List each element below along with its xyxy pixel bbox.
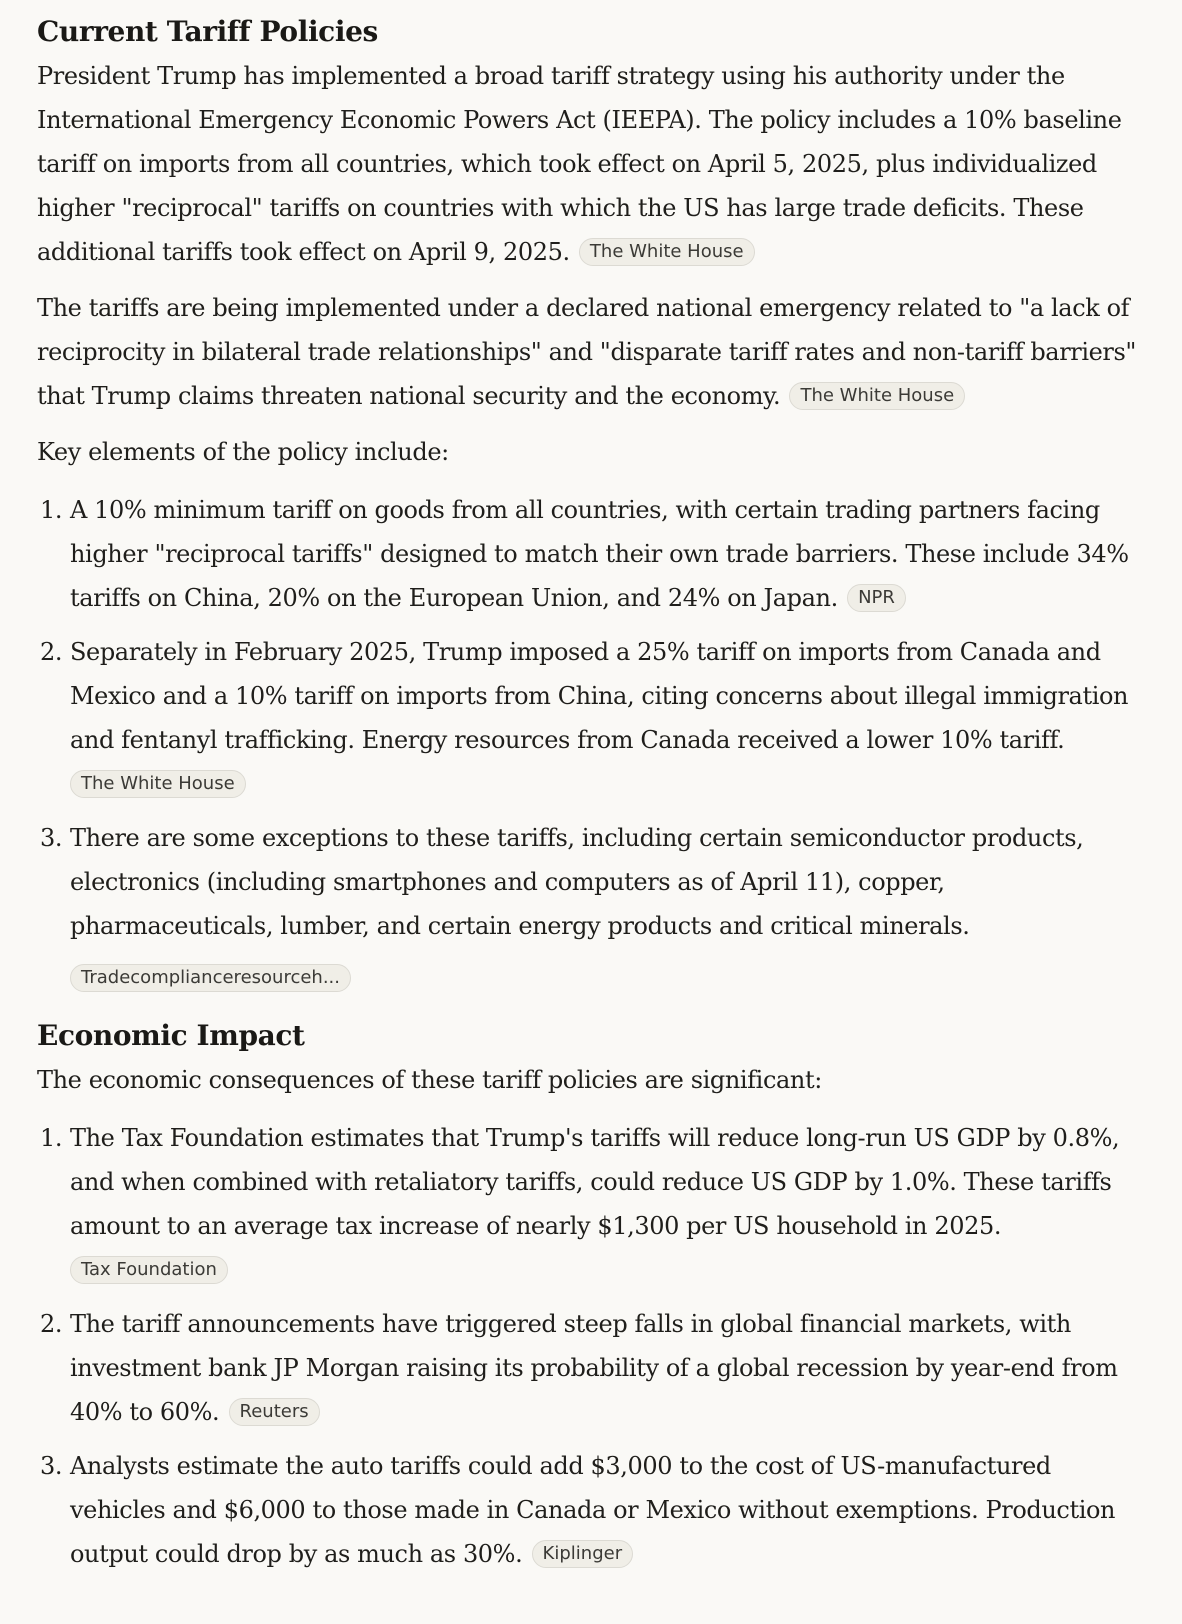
policy-elements-list	[37, 488, 1149, 992]
citation-chip[interactable]: NPR	[847, 584, 906, 612]
list-number: 2.	[40, 638, 63, 666]
citation-chip[interactable]: Reuters	[229, 1398, 320, 1426]
paragraph-text: President Trump has implemented a broad tariff strategy using his authority under the International Emergency Economic Powers Act (IEEPA). The policy includes a 10% baseline tariff on imports from all countries, which took effect on April 5, 2025, plus individualized higher "reciprocal" tariffs on countries with which the US has large trade deficits. These additional tariffs took effect on April 9, 2025.	[37, 62, 1122, 266]
citation-chip[interactable]: Kiplinger	[532, 1540, 634, 1568]
response-content	[37, 0, 1149, 1586]
list-item-text: Separately in February 2025, Trump imposed a 25% tariff on imports from Canada and Mexico and a 10% tariff on imports from China, citing concerns about illegal immigration and fentanyl trafficking. Energy resources from Canada received a lower 10% tariff.	[70, 638, 1129, 754]
list-number: 1.	[40, 496, 63, 524]
list-item-text: A 10% minimum tariff on goods from all countries, with certain trading partners facing higher "reciprocal tariffs" designed to match their own trade barriers. These include 34% tariffs on China, 20% on the European Union, and 24% on Japan.	[70, 496, 1129, 612]
citation-chip[interactable]: The White House	[70, 770, 246, 798]
list-item-text: Analysts estimate the auto tariffs could add $3,000 to the cost of US-manufactured vehicles and $6,000 to those made in Canada or Mexico without exemptions. Production output could drop by as much as 30%.	[70, 1452, 1116, 1568]
paragraph-tariff-strategy	[37, 54, 1149, 274]
list-intro: Key elements of the policy include:	[37, 438, 449, 466]
list-item	[37, 630, 1149, 806]
section-heading-tariff-policies: Current Tariff Policies	[37, 15, 378, 48]
list-item	[37, 1302, 1149, 1434]
list-number: 3.	[40, 1452, 63, 1480]
list-item	[37, 816, 1149, 992]
citation-chip[interactable]: Tax Foundation	[70, 1256, 228, 1284]
paragraph-text: The tariffs are being implemented under a declared national emergency related to "a lack of reciprocity in bilateral trade relationships" and "disparate tariff rates and non-tariff barriers" that Trump claims threaten national security and the economy.	[37, 294, 1137, 410]
list-item-text: There are some exceptions to these tariffs, including certain semiconductor products, electronics (including smartphones and computers as of April 11), copper, pharmaceuticals, lumber, and certain energy products and critical minerals.	[70, 824, 1084, 940]
section-heading-economic-impact: Economic Impact	[37, 1019, 305, 1052]
citation-chip[interactable]: Tradecomplianceresourceh...	[70, 964, 351, 992]
list-item	[37, 1116, 1149, 1292]
economic-impact-list	[37, 1116, 1149, 1576]
section-intro: The economic consequences of these tariff policies are significant:	[37, 1066, 822, 1094]
citation-chip[interactable]: The White House	[579, 238, 755, 266]
list-item-text: The tariff announcements have triggered steep falls in global financial markets, with investment bank JP Morgan raising its probability of a global recession by year-end from 40% to 60%.	[70, 1310, 1118, 1426]
paragraph-national-emergency	[37, 286, 1149, 418]
citation-chip[interactable]: The White House	[789, 382, 965, 410]
list-item	[37, 1444, 1149, 1576]
list-number: 2.	[40, 1310, 63, 1338]
list-number: 1.	[40, 1124, 63, 1152]
list-number: 3.	[40, 824, 63, 852]
list-item-text: The Tax Foundation estimates that Trump's tariffs will reduce long-run US GDP by 0.8%, and when combined with retaliatory tariffs, could reduce US GDP by 1.0%. These tariffs amount to an average tax increase of nearly $1,300 per US household in 2025.	[70, 1124, 1120, 1240]
list-item	[37, 488, 1149, 620]
